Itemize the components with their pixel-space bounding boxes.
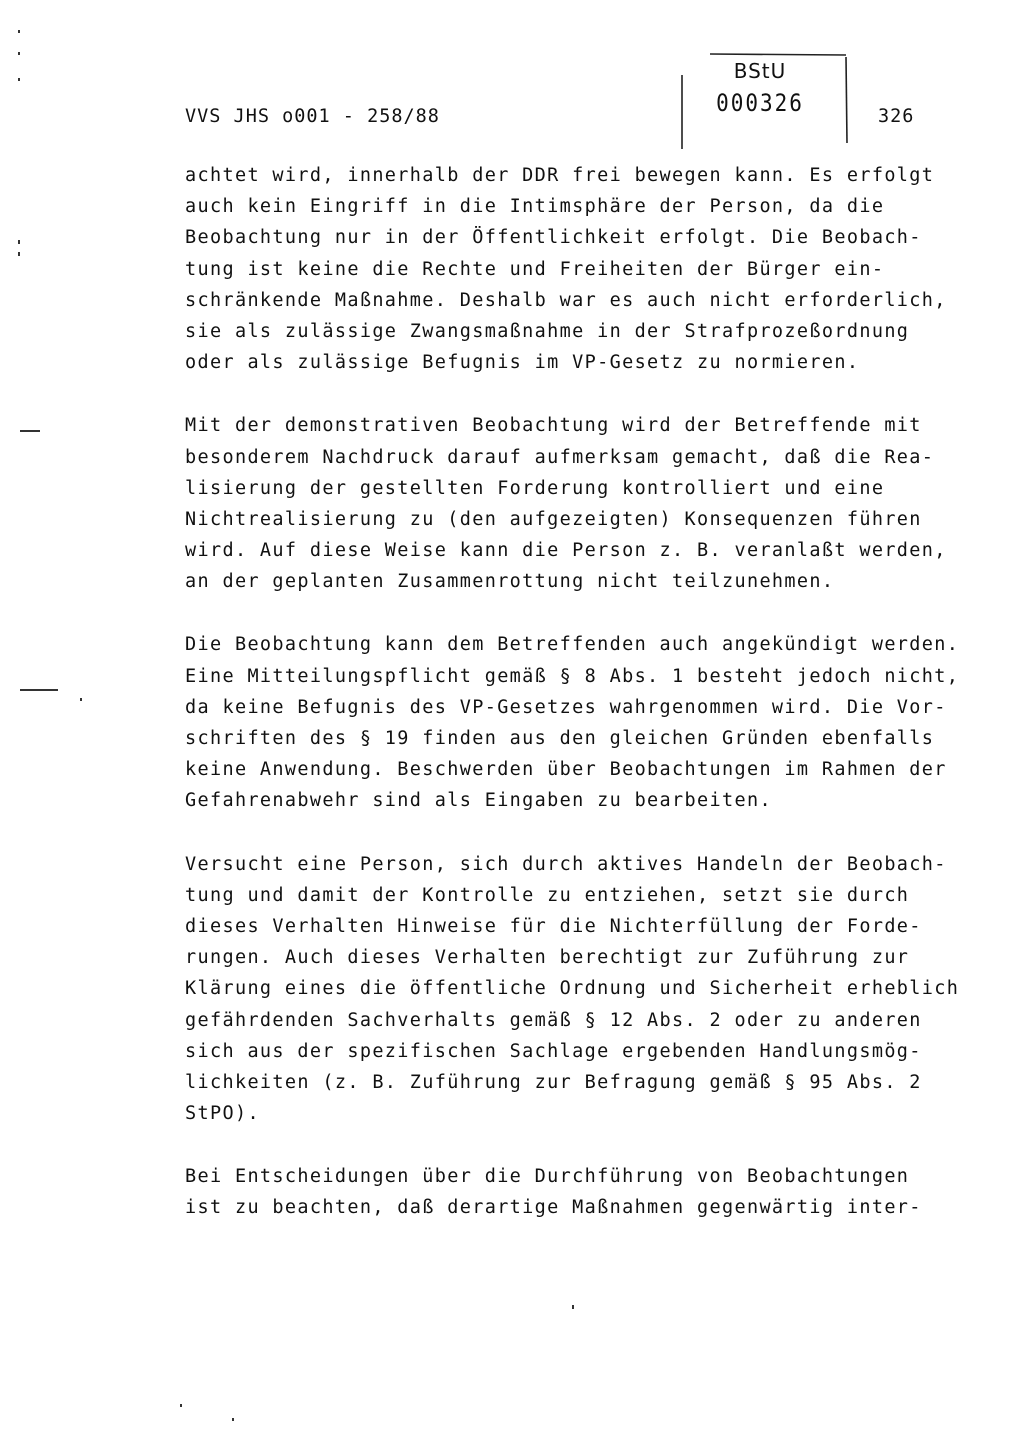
body-text xyxy=(185,160,985,1256)
text-line: sie als zulässige Zwangsmaßnahme in der Strafprozeßordnung xyxy=(185,320,910,342)
scan-mark xyxy=(180,1404,182,1407)
text-line: keine Anwendung. Beschwerden über Beobachtungen im Rahmen der xyxy=(185,759,947,781)
scan-mark xyxy=(18,52,20,55)
text-line: Gefahrenabwehr sind als Eingaben zu bearbeiten. xyxy=(185,790,772,812)
text-line: lichkeiten (z. B. Zuführung zur Befragung gemäß § 95 Abs. 2 xyxy=(185,1071,922,1093)
text-line: Die Beobachtung kann dem Betreffenden auch angekündigt werden. xyxy=(185,634,960,656)
text-line: Versucht eine Person, sich durch aktives Handeln der Beobach- xyxy=(185,853,947,875)
text-line: an der geplanten Zusammenrottung nicht teilzunehmen. xyxy=(185,571,835,593)
text-line: StPO). xyxy=(185,1103,260,1125)
scan-mark xyxy=(18,30,20,33)
text-line: Bei Entscheidungen über die Durchführung von Beobachtungen xyxy=(185,1166,910,1188)
scan-mark xyxy=(80,698,82,701)
text-line: tung und damit der Kontrolle zu entziehen, setzt sie durch xyxy=(185,884,910,906)
scan-mark xyxy=(18,240,20,244)
text-line: ist zu beachten, daß derartige Maßnahmen gegenwärtig inter- xyxy=(185,1197,922,1219)
scan-mark xyxy=(18,252,20,256)
stamp-number: 000326 xyxy=(716,89,804,117)
text-line: Beobachtung nur in der Öffentlichkeit erfolgt. Die Beobach- xyxy=(185,227,922,249)
text-line: tung ist keine die Rechte und Freiheiten der Bürger ein- xyxy=(185,258,885,280)
document-reference: VVS JHS o001 - 258/88 xyxy=(185,106,440,127)
text-line: besonderem Nachdruck darauf aufmerksam gemacht, daß die Rea- xyxy=(185,446,935,468)
text-line: lisierung der gestellten Forderung kontrolliert und eine xyxy=(185,477,885,499)
text-line: Klärung eines die öffentliche Ordnung und Sicherheit erheblich xyxy=(185,978,960,1000)
paragraph-4 xyxy=(185,849,985,1130)
text-line: wird. Auf diese Weise kann die Person z. B. veranlaßt werden, xyxy=(185,540,947,562)
scan-mark xyxy=(572,1305,574,1309)
scan-mark xyxy=(20,430,40,432)
text-line: Eine Mitteilungspflicht gemäß § 8 Abs. 1 besteht jedoch nicht, xyxy=(185,665,960,687)
text-line: Mit der demonstrativen Beobachtung wird der Betreffende mit xyxy=(185,415,922,437)
scan-mark xyxy=(18,78,20,81)
archive-stamp xyxy=(680,53,848,149)
paragraph-1 xyxy=(185,160,985,378)
text-line: auch kein Eingriff in die Intimsphäre der Person, da die xyxy=(185,196,885,218)
text-line: achtet wird, innerhalb der DDR frei bewegen kann. Es erfolgt xyxy=(185,165,935,186)
scan-mark xyxy=(232,1418,234,1421)
text-line: schränkende Maßnahme. Deshalb war es auch nicht erforderlich, xyxy=(185,289,947,311)
text-line: oder als zulässige Befugnis im VP-Gesetz zu normieren. xyxy=(185,352,860,374)
paragraph-2 xyxy=(185,410,985,597)
paragraph-3 xyxy=(185,629,985,816)
stamp-title: BStU xyxy=(733,59,787,83)
text-line: schriften des § 19 finden aus den gleichen Gründen ebenfalls xyxy=(185,728,935,749)
paragraph-5 xyxy=(185,1161,985,1223)
text-line: Nichtrealisierung zu (den aufgezeigten) Konsequenzen führen xyxy=(185,508,922,530)
text-line: da keine Befugnis des VP-Gesetzes wahrgenommen wird. Die Vor- xyxy=(185,696,947,718)
text-line: sich aus der spezifischen Sachlage ergebenden Handlungsmög- xyxy=(185,1040,922,1062)
text-line: gefährdenden Sachverhalts gemäß § 12 Abs. 2 oder zu anderen xyxy=(185,1009,922,1031)
scan-mark xyxy=(20,689,58,691)
text-line: dieses Verhalten Hinweise für die Nichterfüllung der Forde- xyxy=(185,915,922,937)
page-number: 326 xyxy=(878,106,915,127)
text-line: rungen. Auch dieses Verhalten berechtigt zur Zuführung zur xyxy=(185,947,910,969)
